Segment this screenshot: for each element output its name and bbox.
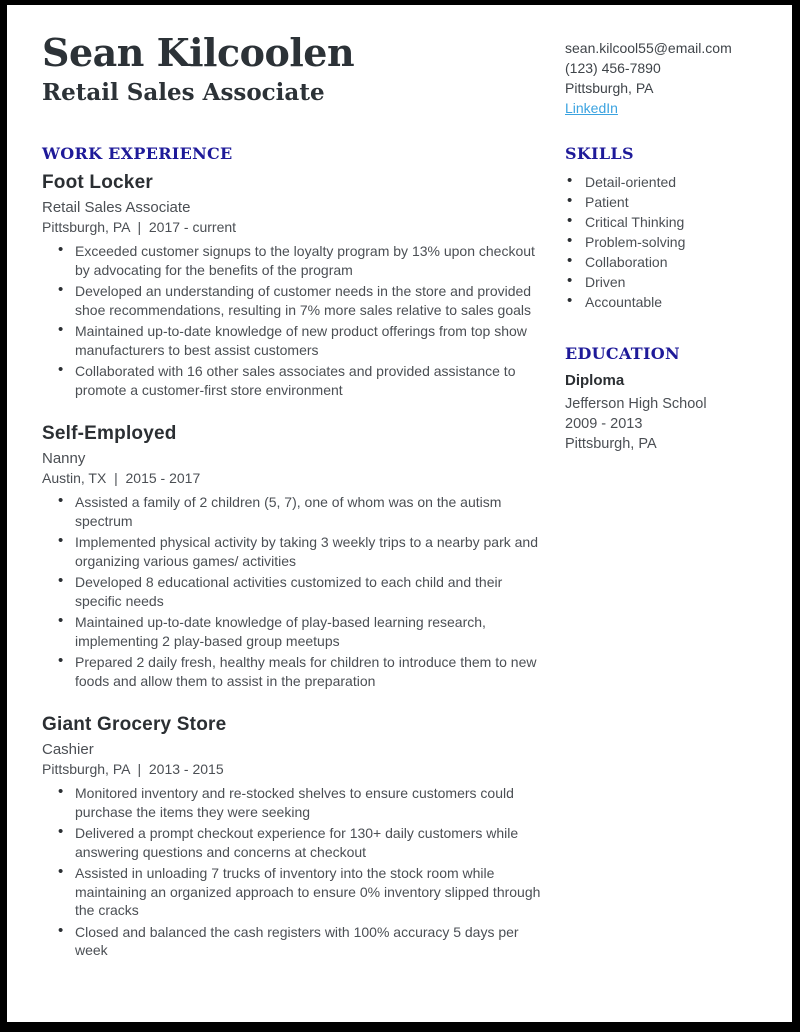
skills-section (565, 144, 762, 312)
job-meta: Pittsburgh, PA | 2017 - current (42, 219, 237, 235)
linkedin-link[interactable]: LinkedIn (565, 100, 618, 116)
work-experience-heading: WORK EXPERIENCE (42, 144, 233, 163)
contact-email: sean.kilcool55@email.com (565, 40, 732, 56)
job-meta: Pittsburgh, PA | 2013 - 2015 (42, 761, 224, 777)
contact-phone: (123) 456-7890 (565, 60, 661, 76)
bullet-item: • Assisted a family of 2 children (5, 7), one of whom was on the autism spectrum (58, 493, 542, 530)
job-bullet-list (42, 242, 542, 399)
work-experience-section (42, 144, 542, 984)
contact-block (565, 31, 762, 118)
job-company: Self-Employed (42, 423, 177, 444)
skill-item: • Problem-solving (567, 232, 762, 252)
education-years: 2009 - 2013 (565, 416, 643, 432)
job-entry (42, 172, 542, 399)
bullet-item: • Delivered a prompt checkout experience for 130+ daily customers while answering questions and concerns at checkout (58, 824, 542, 861)
job-bullet-list (42, 493, 542, 690)
skills-list (565, 172, 762, 312)
job-role: Retail Sales Associate (42, 199, 191, 216)
bullet-item: • Monitored inventory and re-stocked shelves to ensure customers could purchase the items they were seeking (58, 784, 542, 821)
person-name: Sean Kilcoolen (42, 30, 355, 75)
person-title: Retail Sales Associate (42, 78, 325, 106)
bullet-item: • Maintained up-to-date knowledge of play-based learning research, implementing 2 play-based group meetups (58, 613, 542, 650)
skill-item: • Detail-oriented (567, 172, 762, 192)
bullet-item: • Developed 8 educational activities customized to each child and their specific needs (58, 573, 542, 610)
right-column (565, 144, 762, 984)
bullet-item: • Closed and balanced the cash registers with 100% accuracy 5 days per week (58, 923, 542, 960)
job-bullet-list (42, 784, 542, 960)
bullet-item: • Developed an understanding of customer needs in the store and provided shoe recommendations, resulting in 7% more sales relative to sales goals (58, 282, 542, 319)
job-entry (42, 714, 542, 960)
education-heading: EDUCATION (565, 344, 680, 363)
name-block (42, 31, 542, 118)
job-entry (42, 423, 542, 690)
bullet-item: • Prepared 2 daily fresh, healthy meals for children to introduce them to new foods and allow them to assist in the preparation (58, 653, 542, 690)
skill-item: • Collaboration (567, 252, 762, 272)
job-role: Cashier (42, 741, 94, 758)
skill-item: • Patient (567, 192, 762, 212)
job-company: Foot Locker (42, 172, 153, 193)
skills-heading: SKILLS (565, 144, 634, 163)
education-degree: Diploma (565, 372, 625, 389)
bullet-item: • Implemented physical activity by taking 3 weekly trips to a nearby park and organizing various games/ activities (58, 533, 542, 570)
body-columns (42, 144, 762, 984)
education-location: Pittsburgh, PA (565, 436, 657, 452)
job-company: Giant Grocery Store (42, 714, 227, 735)
header (42, 31, 762, 118)
skill-item: • Critical Thinking (567, 212, 762, 232)
education-section (565, 344, 762, 454)
bullet-item: • Maintained up-to-date knowledge of new product offerings from top show manufacturers to best assist customers (58, 322, 542, 359)
skill-item: • Accountable (567, 292, 762, 312)
bullet-item: • Exceeded customer signups to the loyalty program by 13% upon checkout by advocating for the benefits of the program (58, 242, 542, 279)
contact-location: Pittsburgh, PA (565, 80, 654, 96)
bullet-item: • Assisted in unloading 7 trucks of inventory into the stock room while maintaining an organized approach to ensure 0% inventory slipped through the cracks (58, 864, 542, 920)
education-school: Jefferson High School (565, 396, 707, 412)
job-role: Nanny (42, 450, 86, 467)
bullet-item: • Collaborated with 16 other sales associates and provided assistance to promote a customer-first store environment (58, 362, 542, 399)
job-meta: Austin, TX | 2015 - 2017 (42, 470, 201, 486)
skill-item: • Driven (567, 272, 762, 292)
resume-page (7, 5, 792, 1022)
